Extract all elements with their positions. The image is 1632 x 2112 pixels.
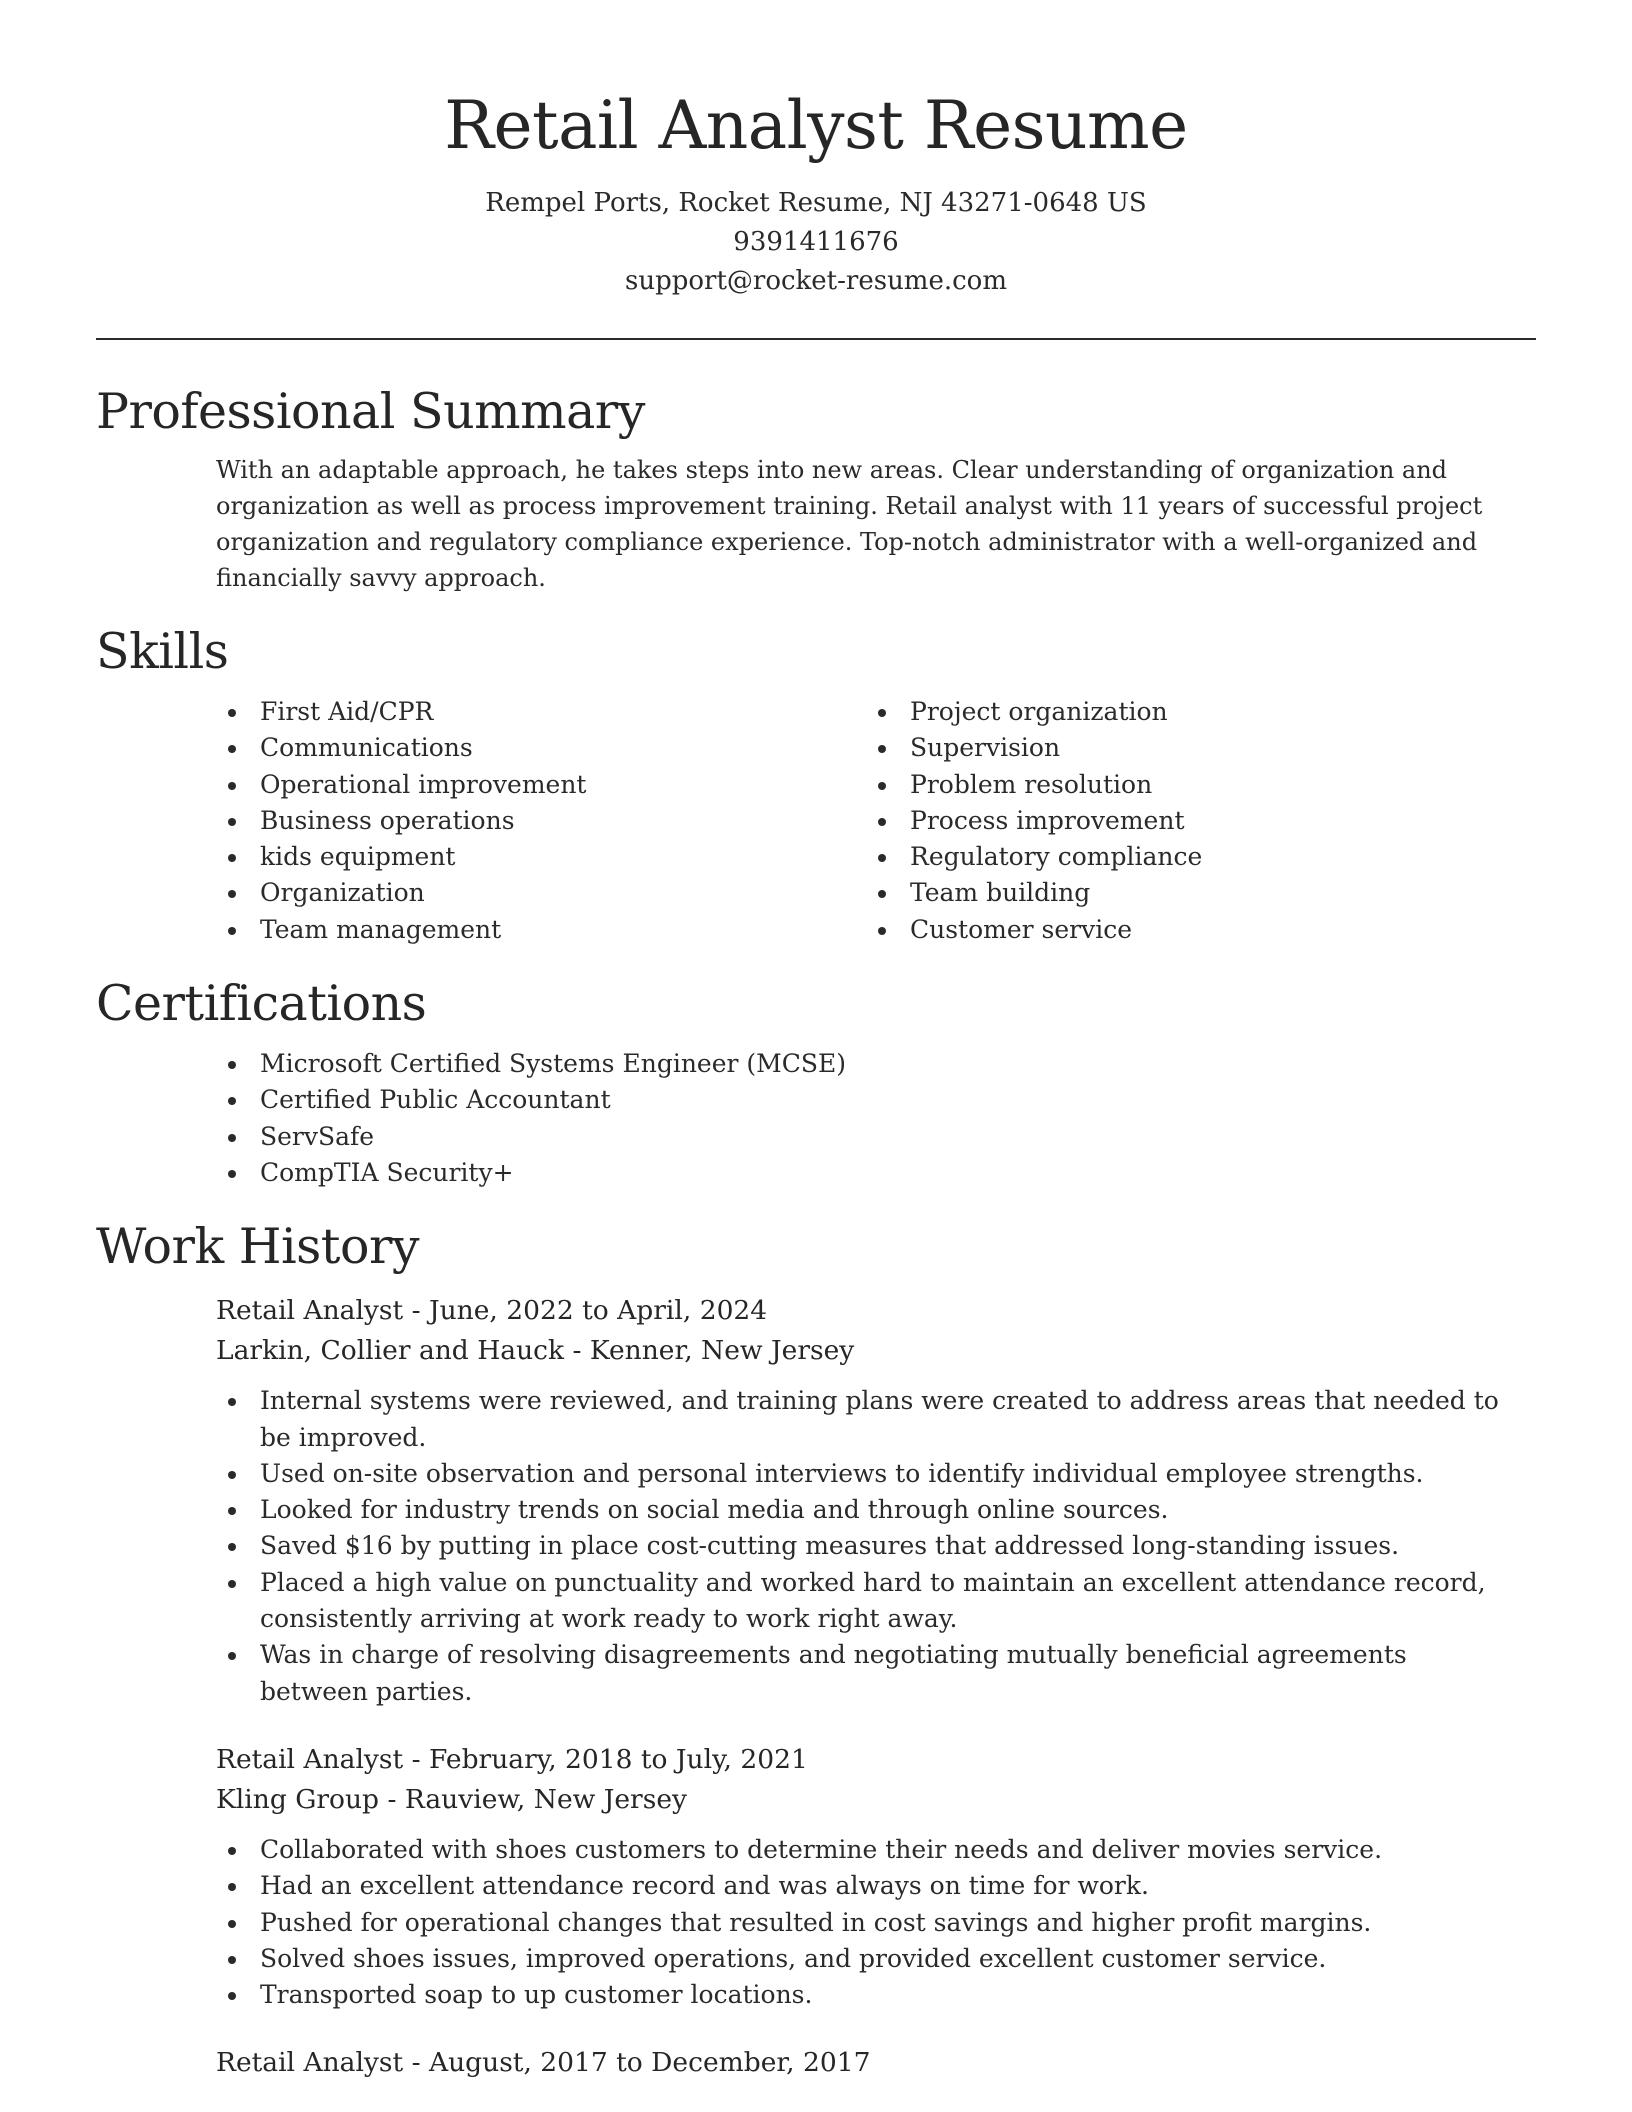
skills-list-right: [866, 694, 1516, 948]
skill-item: Problem resolution: [866, 767, 1516, 803]
skill-item: Operational improvement: [216, 767, 866, 803]
resume-title: Retail Analyst Resume: [444, 87, 1188, 164]
skill-item: Organization: [216, 875, 866, 911]
certifications-heading: Certifications: [96, 975, 427, 1033]
resume-header: [96, 0, 1536, 301]
contact-email: support@rocket-resume.com: [624, 266, 1007, 296]
summary-text: With an adaptable approach, he takes steps into new areas. Clear understanding of organization and organization as well as process improvement training. Retail analyst with 11 years of successful project organization and regulatory compliance experience. Top-notch administrator with a well-organized and financially savvy approach.: [216, 456, 1483, 592]
job-bullet: Had an excellent attendance record and was always on time for work.: [216, 1868, 1516, 1904]
certification-item: Microsoft Certified Systems Engineer (MCSE): [216, 1046, 1536, 1082]
header-divider: [96, 338, 1536, 340]
contact-address: Rempel Ports, Rocket Resume, NJ 43271-0648 US: [485, 188, 1147, 218]
resume-page: [96, 0, 1536, 2112]
skill-item: kids equipment: [216, 839, 866, 875]
work-history-heading: Work History: [96, 1218, 420, 1276]
job-title-line: Retail Analyst - June, 2022 to April, 2024: [216, 1295, 768, 1327]
job-bullet: Saved $16 by putting in place cost-cutting measures that addressed long-standing issues.: [216, 1528, 1516, 1564]
job-bullet: Pushed for operational changes that resulted in cost savings and higher profit margins.: [216, 1905, 1516, 1941]
job-bullets: [216, 1832, 1516, 2013]
skill-item: Supervision: [866, 730, 1516, 766]
skills-list-left: [216, 694, 866, 948]
certification-item: ServSafe: [216, 1119, 1536, 1155]
job-title-line: Retail Analyst - February, 2018 to July, 2021: [216, 1743, 808, 1775]
certification-item: Certified Public Accountant: [216, 1082, 1536, 1118]
skill-item: Communications: [216, 730, 866, 766]
job-bullet: Used on-site observation and personal interviews to identify individual employee strengths.: [216, 1456, 1516, 1492]
job-entry: [216, 1740, 1536, 2013]
job-company-line: Larkin, Collier and Hauck - Kenner, New Jersey: [216, 1335, 855, 1367]
skills-heading: Skills: [96, 623, 229, 680]
job-bullet: Placed a high value on punctuality and worked hard to maintain an excellent attendance record, consistently arriving at work ready to work right away.: [216, 1565, 1516, 1638]
job-bullets: [216, 1383, 1516, 1710]
skill-item: Project organization: [866, 694, 1516, 730]
skills-columns: [216, 694, 1536, 948]
skill-item: Process improvement: [866, 803, 1516, 839]
job-company-line: Kling Group - Rauview, New Jersey: [216, 1783, 687, 1815]
skill-item: First Aid/CPR: [216, 694, 866, 730]
job-title-line: Retail Analyst - August, 2017 to December, 2017: [216, 2047, 871, 2079]
job-bullet: Transported soap to up customer locations.: [216, 1977, 1516, 2013]
job-entry: [216, 2043, 1536, 2083]
job-bullet: Was in charge of resolving disagreements and negotiating mutually beneficial agreements between parties.: [216, 1637, 1516, 1710]
job-bullet: Collaborated with shoes customers to determine their needs and deliver movies service.: [216, 1832, 1516, 1868]
job-entry: [216, 1291, 1536, 1710]
certifications-list: [216, 1046, 1536, 1191]
skill-item: Team building: [866, 875, 1516, 911]
summary-heading: Professional Summary: [96, 383, 645, 440]
job-bullet: Internal systems were reviewed, and training plans were created to address areas that needed to be improved.: [216, 1383, 1516, 1456]
skill-item: Business operations: [216, 803, 866, 839]
skill-item: Regulatory compliance: [866, 839, 1516, 875]
skill-item: Customer service: [866, 912, 1516, 948]
job-bullet: Looked for industry trends on social media and through online sources.: [216, 1492, 1516, 1528]
skill-item: Team management: [216, 912, 866, 948]
certification-item: CompTIA Security+: [216, 1155, 1536, 1191]
job-bullet: Solved shoes issues, improved operations, and provided excellent customer service.: [216, 1941, 1516, 1977]
contact-block: [96, 184, 1536, 301]
contact-phone: 9391411676: [733, 227, 899, 257]
